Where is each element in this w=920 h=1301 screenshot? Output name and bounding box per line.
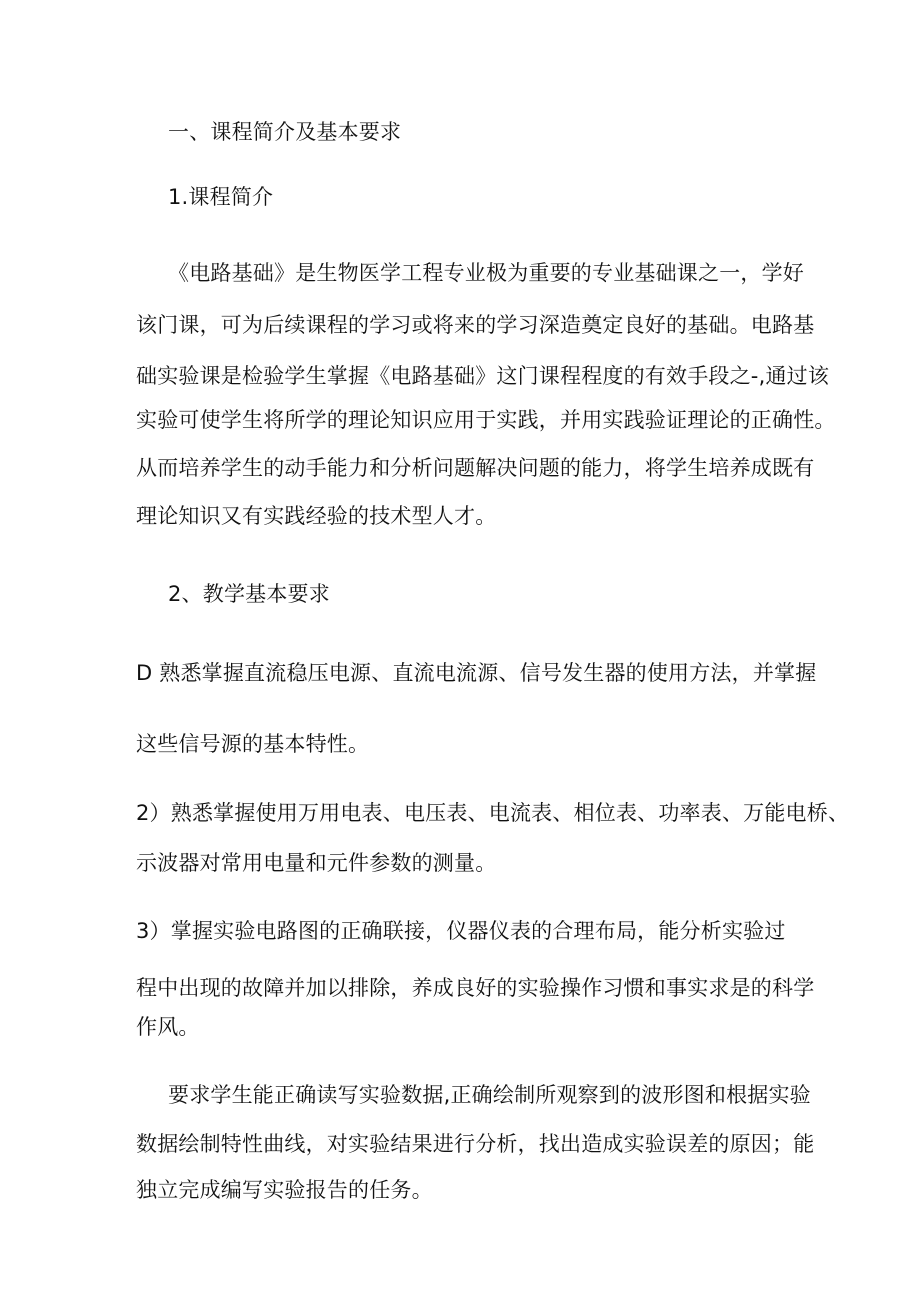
requirement-1-line-2: 这些信号源的基本特性。 [136,732,370,756]
summary-line-3: 独立完成编写实验报告的任务。 [136,1178,433,1202]
requirement-3-line-2: 程中出现的故障并加以排除，养成良好的实验操作习惯和事实求是的科学 [136,976,815,1000]
summary-line-2: 数据绘制特性曲线，对实验结果进行分析，找出造成实验误差的原因；能 [136,1132,815,1156]
subsection-heading-requirements: 2、教学基本要求 [168,582,330,606]
requirement-2-line-2: 示波器对常用电量和元件参数的测量。 [136,851,497,875]
section-heading: 一、课程简介及基本要求 [168,120,402,144]
requirement-2-line-1: 2）熟悉掌握使用万用电表、电压表、电流表、相位表、功率表、万能电桥、 [136,801,850,825]
intro-line-2: 该门课，可为后续课程的学习或将来的学习深造奠定良好的基础。电路基 [136,313,815,337]
intro-line-1: 《电路基础》是生物医学工程专业极为重要的专业基础课之一，学好 [168,261,804,285]
intro-line-5: 从而培养学生的动手能力和分析问题解决问题的能力，将学生培养成既有 [136,456,815,480]
requirement-3-line-1: 3）掌握实验电路图的正确联接，仪器仪表的合理布局，能分析实验过 [136,919,786,943]
intro-line-6: 理论知识又有实践经验的技术型人才。 [136,504,497,528]
subsection-heading-intro: 1.课程简介 [168,185,274,209]
intro-line-3: 础实验课是检验学生掌握《电路基础》这门课程程度的有效手段之-,通过该 [136,364,830,388]
intro-line-4: 实验可使学生将所学的理论知识应用于实践，并用实践验证理论的正确性。 [136,408,836,432]
summary-line-1: 要求学生能正确读写实验数据,正确绘制所观察到的波形图和根据实验 [168,1083,811,1107]
requirement-3-line-3: 作风。 [136,1015,200,1039]
requirement-1-line-1: D 熟悉掌握直流稳压电源、直流电流源、信号发生器的使用方法，并掌握 [136,661,817,685]
